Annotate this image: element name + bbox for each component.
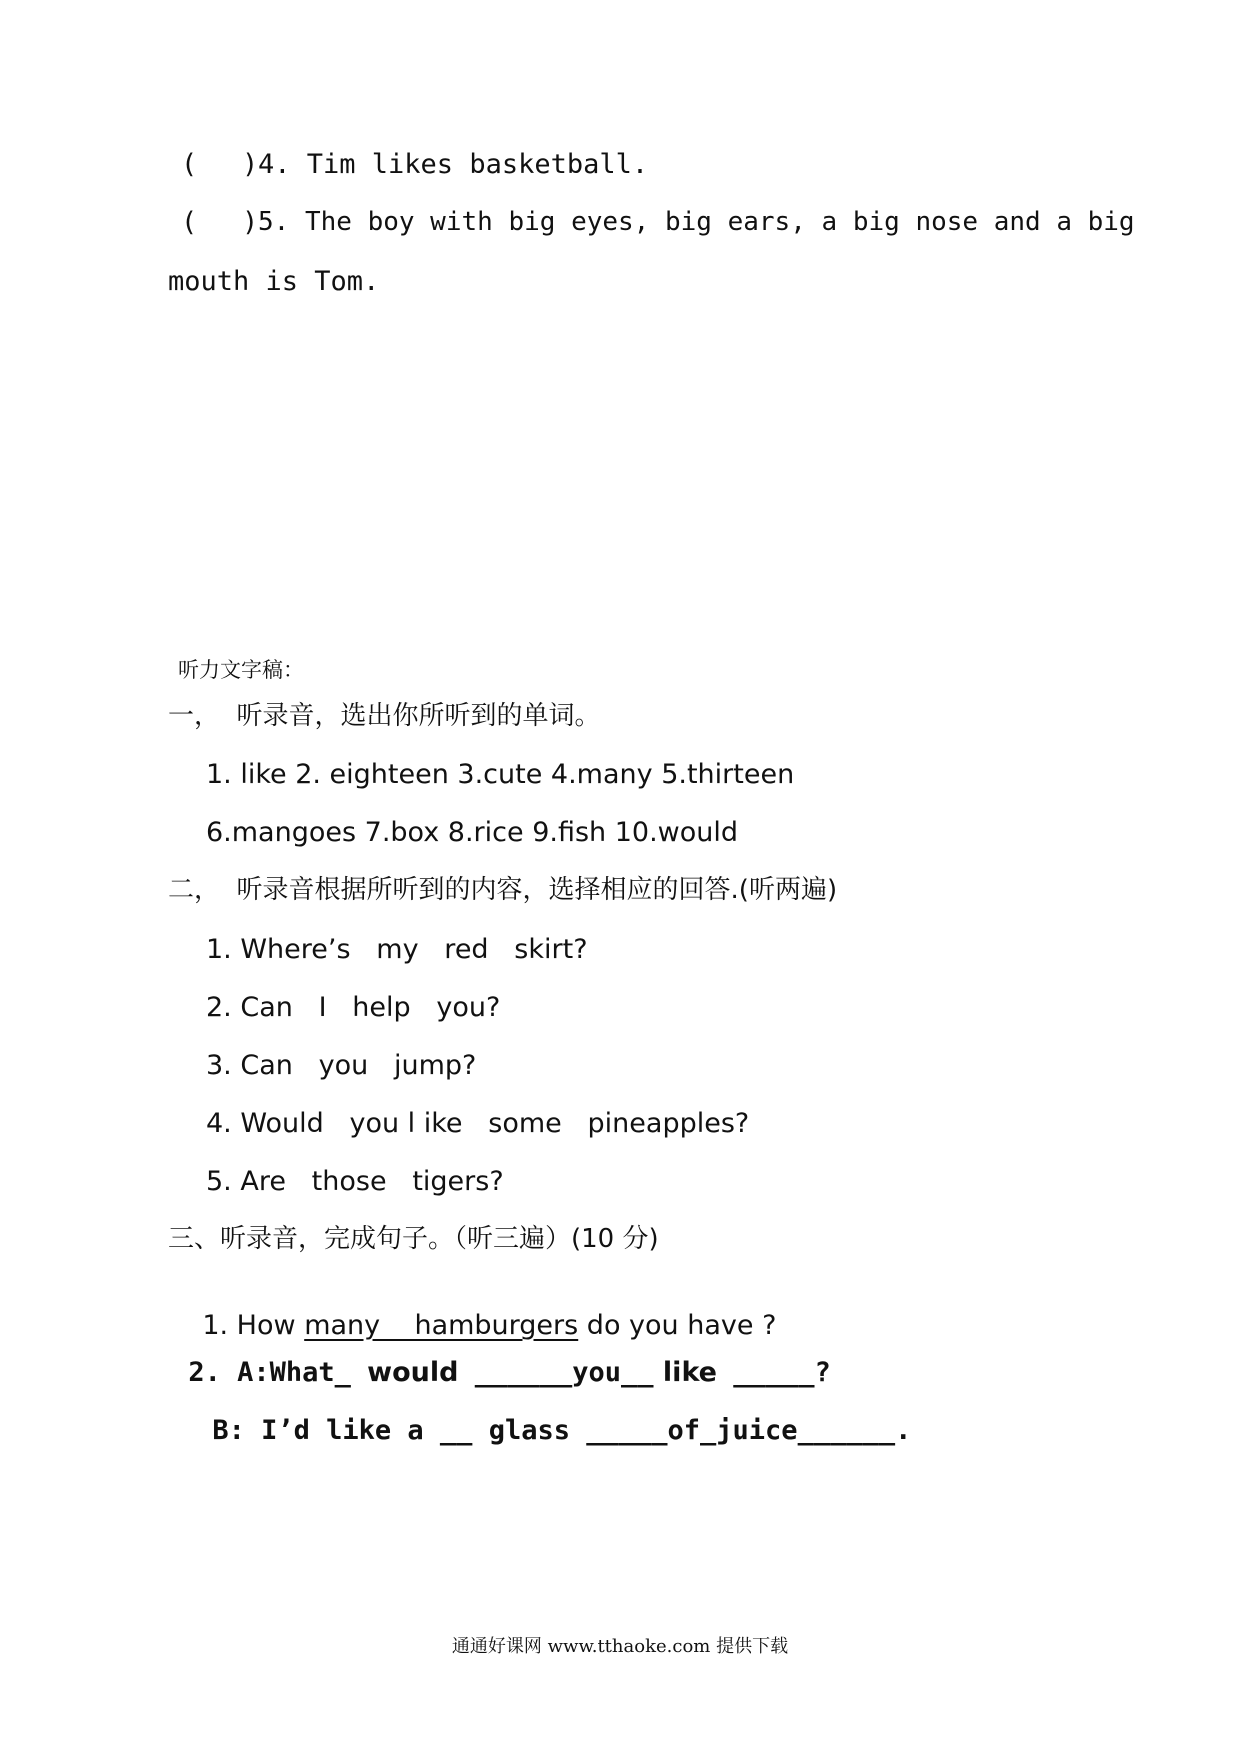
sentence-2-answer-you: you__ [572,1357,654,1388]
sentence-3-answer-of-juice: of_juice [667,1415,798,1446]
sentence-3 [192,1401,911,1460]
section-2-item-3: 3. Can you jump? [206,1050,477,1081]
answer-paren-close-5: ) [242,207,259,238]
section-3-title: 三、听录音，完成句子。（听三遍）(10 分) [168,1224,659,1254]
script-heading: 听力文字稿： [178,658,304,682]
sentence-2-answer-like: like [653,1357,717,1388]
sentence-2-label: 2. A:What_ [188,1357,368,1388]
question-5-continuation: mouth is Tom. [168,266,380,297]
section-2-title: 二， 听录音根据所听到的内容，选择相应的回答.(听两遍) [168,875,838,905]
section-2-item-2: 2. Can I help you? [206,992,501,1023]
section-1-words-line-2: 6.mangoes 7.box 8.rice 9.fish 10.would [206,817,739,848]
section-1-title: 一， 听录音，选出你所听到的单词。 [168,701,601,731]
section-1-words-line-1: 1. like 2. eighteen 3.cute 4.many 5.thirteen [206,759,795,790]
section-2-item-1: 1. Where’s my red skirt? [206,934,588,965]
section-2-item-5: 5. Are those tigers? [206,1166,504,1197]
answer-paren-open-4: ( [181,149,198,180]
section-2-item-4: 4. Would you l ike some pineapples? [206,1108,750,1139]
answer-paren-close-4: ) [242,149,259,180]
sentence-3-answer-glass: glass [488,1415,570,1446]
sentence-1-prefix: 1. How [202,1310,305,1341]
sentence-1-suffix: do you have ? [578,1310,777,1341]
sentence-1-answer: many hamburgers [304,1310,579,1341]
answer-paren-open-5: ( [181,207,198,238]
sentence-2-gap-1: ______ [458,1357,573,1388]
page-footer: 通通好课网 www.tthaoke.com 提供下载 [451,1636,789,1657]
sentence-3-label: B: I’d like a __ [212,1415,489,1446]
sentence-3-gap-1: _____ [569,1415,668,1446]
sentence-3-gap-2: ______. [797,1415,912,1446]
sentence-2-gap-2: _____? [716,1357,831,1388]
question-4-text: 4. Tim likes basketball. [258,149,649,180]
sentence-2 [168,1343,831,1402]
question-5-text: 5. The boy with big eyes, big ears, a big nose and a big [258,207,1135,237]
sentence-2-answer-would: would [367,1357,459,1388]
